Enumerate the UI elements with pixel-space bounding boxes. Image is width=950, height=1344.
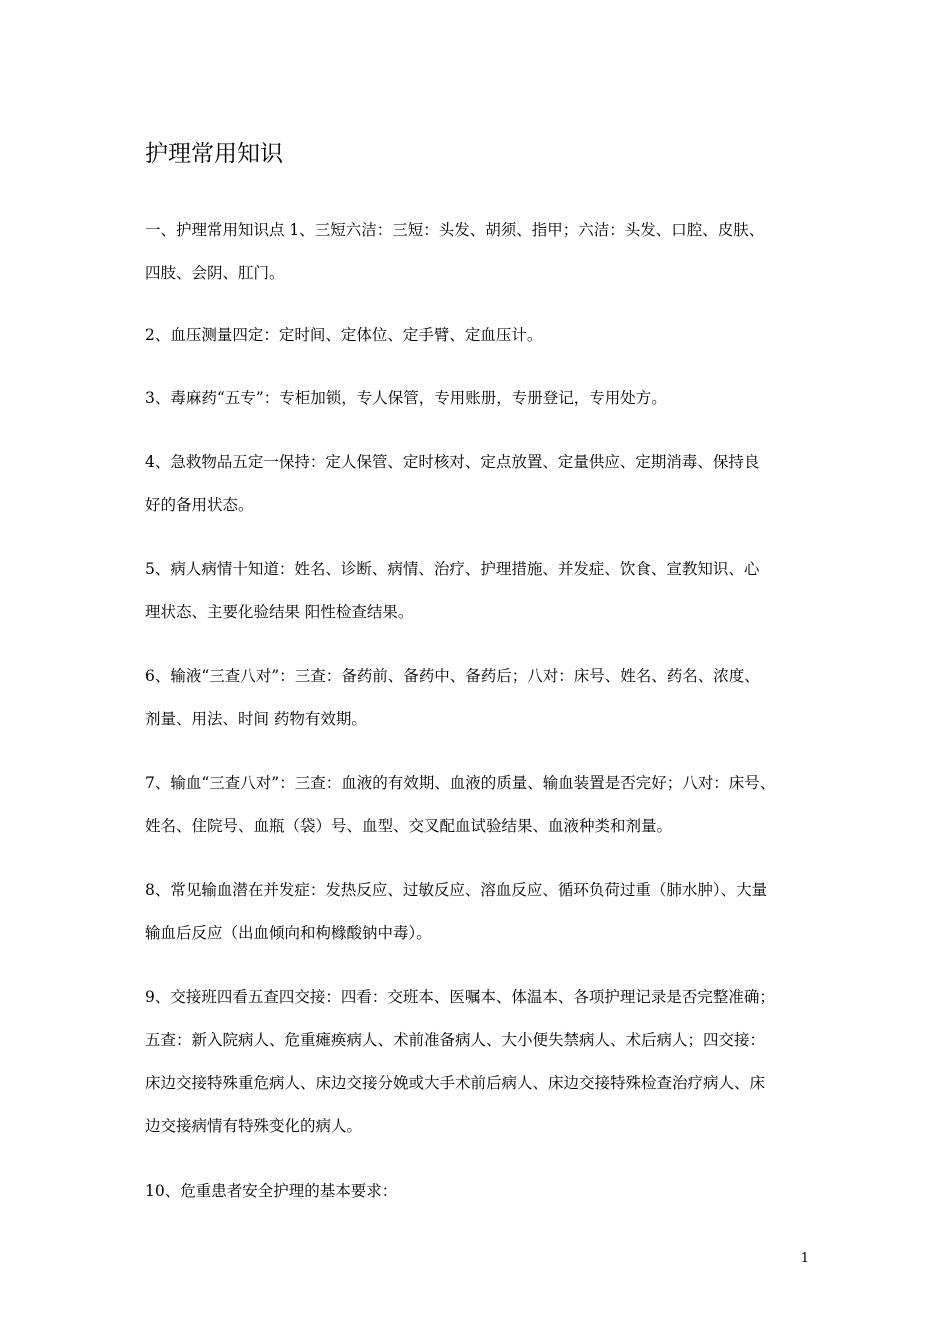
paragraph-7 [145, 762, 810, 848]
page-number: 1 [800, 1251, 809, 1266]
paragraph-line: 一、护理常用知识点 1、三短六洁：三短：头发、胡须、指甲；六洁：头发、口腔、皮肤、 [145, 221, 765, 239]
paragraph-line: 8、常见输血潜在并发症：发热反应、过敏反应、溶血反应、循环负荷过重（肺水肿）、大量 [145, 881, 768, 899]
paragraph-10 [145, 1170, 810, 1213]
paragraph-line: 四肢、会阴、肛门。 [145, 264, 285, 282]
paragraph-line: 5、病人病情十知道：姓名、诊断、病情、治疗、护理措施、并发症、饮食、宣教知识、心 [145, 560, 760, 578]
paragraph-line: 好的备用状态。 [145, 496, 254, 514]
paragraph-5 [145, 548, 810, 634]
paragraph-line: 9、交接班四看五查四交接：四看：交班本、医嘱本、体温本、各项护理记录是否完整准确； [145, 988, 775, 1006]
paragraph-line: 姓名、住院号、血瓶（袋）号、血型、交叉配血试验结果、血液种类和剂量。 [145, 817, 673, 835]
paragraph-line: 6、输液“三查八对”：三查：备药前、备药中、备药后；八对：床号、姓名、药名、浓度、 [145, 667, 760, 685]
paragraph-9 [145, 976, 810, 1148]
paragraph-2 [145, 314, 810, 357]
paragraph-line: 五查：新入院病人、危重瘫痪病人、术前准备病人、大小便失禁病人、术后病人；四交接： [145, 1031, 766, 1049]
paragraph-6 [145, 655, 810, 741]
paragraph-line: 7、输血“三查八对”：三查：血液的有效期、血液的质量、输血装置是否完好；八对：床号、 [145, 774, 776, 792]
paragraph-line: 2、血压测量四定：定时间、定体位、定手臂、定血压计。 [145, 326, 543, 344]
paragraph-line: 床边交接特殊重危病人、床边交接分娩或大手术前后病人、床边交接特殊检查治疗病人、床 [145, 1074, 766, 1092]
paragraph-line: 3、毒麻药“五专”：专柜加锁，专人保管，专用账册，专册登记，专用处方。 [145, 389, 667, 407]
paragraph-line: 边交接病情有特殊变化的病人。 [145, 1117, 363, 1135]
paragraph-line: 剂量、用法、时间 药物有效期。 [145, 710, 367, 728]
page-title: 护理常用知识 [145, 141, 283, 167]
paragraph-1 [145, 209, 810, 295]
paragraph-4 [145, 441, 810, 527]
paragraph-3 [145, 377, 810, 420]
paragraph-line: 10、危重患者安全护理的基本要求： [145, 1182, 398, 1200]
paragraph-line: 输血后反应（出血倾向和枸橼酸钠中毒）。 [145, 924, 432, 942]
paragraph-line: 理状态、主要化验结果 阳性检查结果。 [145, 603, 414, 621]
paragraph-8 [145, 869, 810, 955]
paragraph-line: 4、急救物品五定一保持：定人保管、定时核对、定点放置、定量供应、定期消毒、保持良 [145, 453, 760, 471]
